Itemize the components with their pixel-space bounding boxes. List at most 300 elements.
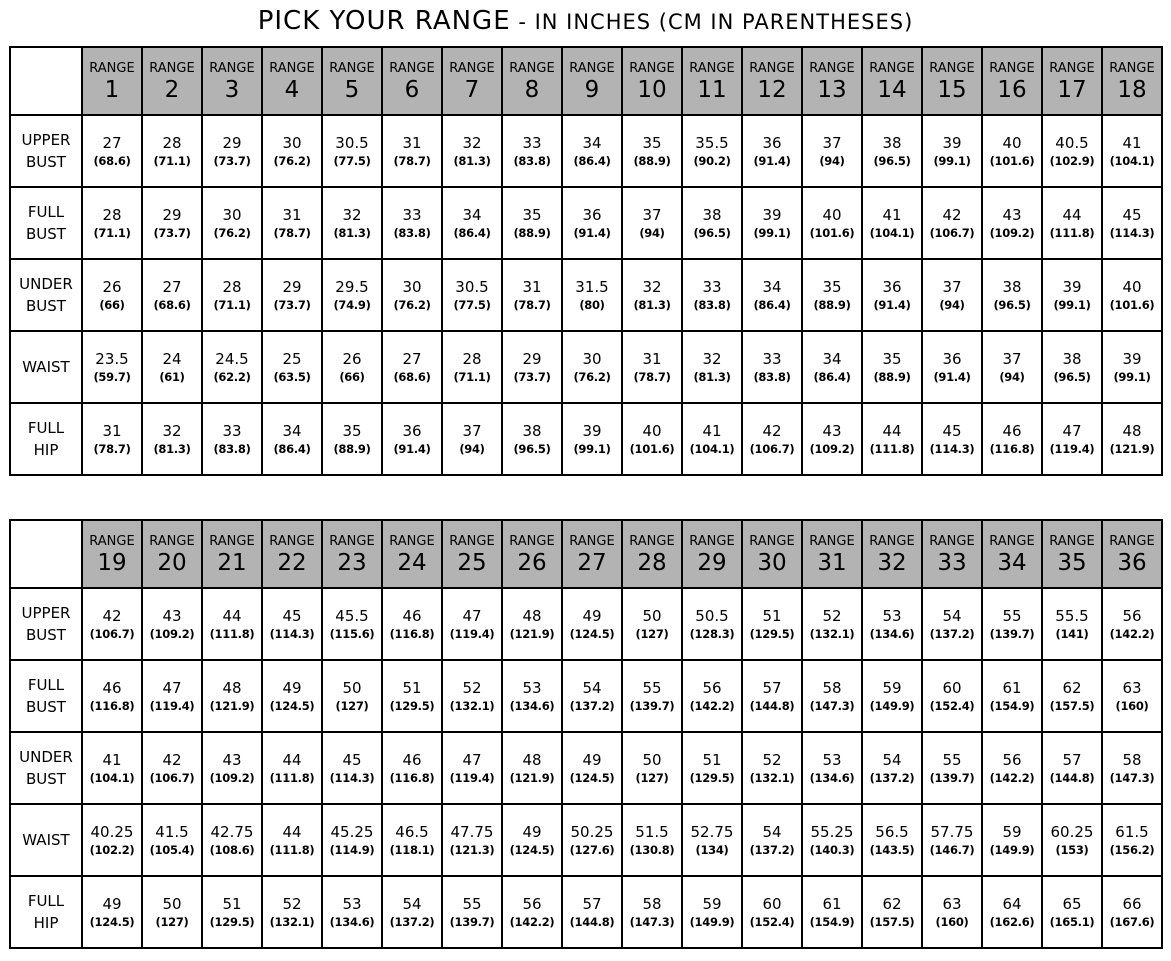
- measurement-cell: [202, 187, 262, 259]
- range-header-word: RANGE: [1049, 61, 1095, 76]
- range-header-number: 10: [637, 77, 667, 103]
- inch-value: 46: [102, 679, 122, 697]
- row-label-text: FULL: [27, 419, 65, 437]
- measurement-cell: [562, 115, 622, 187]
- inch-value: 43: [162, 607, 182, 625]
- inch-value: 33: [402, 206, 422, 224]
- measurement-cell: [1102, 187, 1162, 259]
- cm-value: (71.1): [93, 226, 131, 240]
- cm-value: (167.6): [1109, 915, 1155, 929]
- size-range-table-1: [9, 46, 1163, 476]
- range-header-number: 27: [577, 550, 607, 576]
- inch-value: 36: [762, 134, 782, 152]
- measurement-cell: [442, 876, 502, 948]
- row-label-text: BUST: [26, 297, 66, 315]
- cm-value: (139.7): [449, 915, 495, 929]
- cm-value: (121.9): [509, 771, 555, 785]
- range-header-number: 28: [637, 550, 667, 576]
- measurement-cell: [82, 804, 142, 876]
- cm-value: (143.5): [869, 843, 915, 857]
- measurement-cell: [982, 732, 1042, 804]
- range-header-cell: [82, 47, 142, 115]
- cm-value: (86.4): [753, 298, 791, 312]
- measurement-cell: [682, 876, 742, 948]
- measurement-cell: [742, 876, 802, 948]
- inch-value: 39: [1062, 278, 1082, 296]
- inch-value: 46: [1002, 422, 1022, 440]
- measurement-cell: [82, 732, 142, 804]
- measurement-cell: [322, 403, 382, 475]
- inch-value: 55: [1002, 607, 1022, 625]
- range-header-cell: [742, 520, 802, 588]
- inch-value: 54: [582, 679, 602, 697]
- range-header-cell: [82, 520, 142, 588]
- cm-value: (96.5): [693, 226, 731, 240]
- inch-value: 31: [282, 206, 302, 224]
- measurement-cell: [202, 588, 262, 660]
- measurement-cell: [142, 331, 202, 403]
- cm-value: (76.2): [273, 154, 311, 168]
- range-header-word: RANGE: [569, 61, 615, 76]
- row-label-text: UNDER: [19, 748, 73, 766]
- inch-value: 30: [282, 134, 302, 152]
- cm-value: (146.7): [929, 843, 975, 857]
- inch-value: 52.75: [690, 823, 734, 841]
- inch-value: 47: [1062, 422, 1082, 440]
- range-header-word: RANGE: [809, 534, 855, 549]
- range-header-cell: [382, 520, 442, 588]
- cm-value: (101.6): [629, 442, 675, 456]
- cm-value: (105.4): [149, 843, 195, 857]
- inch-value: 46: [402, 607, 422, 625]
- inch-value: 54: [402, 895, 422, 913]
- cm-value: (128.3): [689, 627, 735, 641]
- range-header-cell: [442, 47, 502, 115]
- inch-value: 53: [522, 679, 542, 697]
- inch-value: 30.5: [455, 278, 489, 296]
- measurement-cell: [442, 588, 502, 660]
- cm-value: (149.9): [989, 843, 1035, 857]
- cm-value: (111.8): [869, 442, 915, 456]
- measurement-cell: [1042, 259, 1102, 331]
- cm-value: (77.5): [453, 298, 491, 312]
- measurement-cell: [922, 187, 982, 259]
- measurement-cell: [1042, 660, 1102, 732]
- measurement-cell: [922, 403, 982, 475]
- range-header-word: RANGE: [269, 534, 315, 549]
- measurement-cell: [982, 660, 1042, 732]
- measurement-cell: [1102, 259, 1162, 331]
- measurement-cell: [322, 804, 382, 876]
- measurement-cell: [982, 403, 1042, 475]
- measurement-cell: [562, 259, 622, 331]
- measurement-cell: [82, 660, 142, 732]
- row-label-cell: [10, 187, 82, 259]
- cm-value: (76.2): [393, 298, 431, 312]
- inch-value: 49: [282, 679, 302, 697]
- measurement-cell: [262, 876, 322, 948]
- cm-value: (91.4): [873, 298, 911, 312]
- cm-value: (132.1): [809, 627, 855, 641]
- inch-value: 33: [762, 350, 782, 368]
- range-header-number: 32: [877, 550, 907, 576]
- measurement-cell: [982, 588, 1042, 660]
- inch-value: 24: [162, 350, 182, 368]
- inch-value: 49: [582, 607, 602, 625]
- cm-value: (88.9): [633, 154, 671, 168]
- inch-value: 54: [942, 607, 962, 625]
- measurement-cell: [322, 259, 382, 331]
- inch-value: 25: [282, 350, 302, 368]
- inch-value: 50.5: [695, 607, 729, 625]
- range-header-cell: [982, 520, 1042, 588]
- inch-value: 37: [642, 206, 662, 224]
- cm-value: (137.2): [869, 771, 915, 785]
- inch-value: 46: [402, 751, 422, 769]
- inch-value: 47: [462, 607, 482, 625]
- cm-value: (94): [639, 226, 665, 240]
- range-header-word: RANGE: [89, 534, 135, 549]
- row-label-text: HIP: [33, 914, 59, 932]
- inch-value: 29: [522, 350, 542, 368]
- inch-value: 40: [1002, 134, 1022, 152]
- range-header-word: RANGE: [869, 534, 915, 549]
- cm-value: (118.1): [389, 843, 435, 857]
- row-label-text: HIP: [33, 441, 59, 459]
- range-header-word: RANGE: [89, 61, 135, 76]
- measurement-cell: [322, 876, 382, 948]
- cm-value: (66): [99, 298, 125, 312]
- cm-value: (96.5): [1053, 370, 1091, 384]
- inch-value: 30.5: [335, 134, 369, 152]
- measurement-cell: [922, 588, 982, 660]
- measurement-cell: [502, 876, 562, 948]
- inch-value: 52: [282, 895, 302, 913]
- inch-value: 41: [702, 422, 722, 440]
- range-header-cell: [622, 47, 682, 115]
- inch-value: 31: [402, 134, 422, 152]
- cm-value: (73.7): [213, 154, 251, 168]
- range-header-number: 17: [1057, 77, 1087, 103]
- cm-value: (129.5): [389, 699, 435, 713]
- inch-value: 64: [1002, 895, 1022, 913]
- cm-value: (154.9): [809, 915, 855, 929]
- cm-value: (99.1): [753, 226, 791, 240]
- range-header-number: 16: [997, 77, 1027, 103]
- cm-value: (99.1): [1053, 298, 1091, 312]
- range-header-word: RANGE: [449, 61, 495, 76]
- cm-value: (140.3): [809, 843, 855, 857]
- inch-value: 29: [282, 278, 302, 296]
- inch-value: 38: [882, 134, 902, 152]
- inch-value: 44: [1062, 206, 1082, 224]
- cm-value: (129.5): [209, 915, 255, 929]
- row-label-text: WAIST: [22, 831, 70, 849]
- row-label-cell: [10, 588, 82, 660]
- range-header-cell: [202, 520, 262, 588]
- row-label-text: BUST: [26, 770, 66, 788]
- measurement-cell: [82, 331, 142, 403]
- range-header-number: 36: [1117, 550, 1147, 576]
- cm-value: (144.8): [1049, 771, 1095, 785]
- measurement-cell: [502, 259, 562, 331]
- measurement-cell: [682, 660, 742, 732]
- cm-value: (129.5): [749, 627, 795, 641]
- row-label-cell: [10, 259, 82, 331]
- cm-value: (109.2): [149, 627, 195, 641]
- measurement-cell: [982, 187, 1042, 259]
- cm-value: (144.8): [569, 915, 615, 929]
- range-header-number: 22: [277, 550, 307, 576]
- cm-value: (116.8): [389, 627, 435, 641]
- range-header-word: RANGE: [1109, 534, 1155, 549]
- measurement-cell: [382, 115, 442, 187]
- inch-value: 50: [342, 679, 362, 697]
- measurement-cell: [682, 804, 742, 876]
- measurement-cell: [622, 732, 682, 804]
- cm-value: (81.3): [453, 154, 491, 168]
- measurement-cell: [922, 804, 982, 876]
- measurement-cell: [262, 331, 322, 403]
- cm-value: (116.8): [989, 442, 1035, 456]
- measurement-cell: [202, 331, 262, 403]
- range-header-cell: [682, 520, 742, 588]
- cm-value: (127): [635, 627, 669, 641]
- inch-value: 41: [882, 206, 902, 224]
- inch-value: 58: [822, 679, 842, 697]
- cm-value: (114.3): [329, 771, 375, 785]
- measurement-cell: [142, 115, 202, 187]
- inch-value: 45: [342, 751, 362, 769]
- measurement-cell: [82, 259, 142, 331]
- cm-value: (124.5): [569, 771, 615, 785]
- inch-value: 48: [1122, 422, 1142, 440]
- table-header-row: [10, 520, 1162, 588]
- measurement-cell: [262, 187, 322, 259]
- inch-value: 42: [942, 206, 962, 224]
- range-header-number: 23: [337, 550, 367, 576]
- measurement-cell: [142, 259, 202, 331]
- measurement-cell: [622, 187, 682, 259]
- inch-value: 36: [402, 422, 422, 440]
- cm-value: (80): [579, 298, 605, 312]
- cm-value: (73.7): [513, 370, 551, 384]
- cm-value: (124.5): [509, 843, 555, 857]
- measurement-cell: [142, 804, 202, 876]
- cm-value: (114.3): [929, 442, 975, 456]
- inch-value: 29: [222, 134, 242, 152]
- cm-value: (77.5): [333, 154, 371, 168]
- inch-value: 52: [762, 751, 782, 769]
- range-header-cell: [322, 520, 382, 588]
- measurement-cell: [442, 804, 502, 876]
- inch-value: 30: [582, 350, 602, 368]
- range-header-cell: [142, 47, 202, 115]
- inch-value: 35: [642, 134, 662, 152]
- measurement-cell: [742, 331, 802, 403]
- measurement-cell: [502, 403, 562, 475]
- range-header-number: 34: [997, 550, 1027, 576]
- range-header-cell: [1042, 520, 1102, 588]
- cm-value: (121.3): [449, 843, 495, 857]
- range-header-cell: [322, 47, 382, 115]
- table-row: [10, 331, 1162, 403]
- range-header-word: RANGE: [149, 61, 195, 76]
- row-label-text: UPPER: [21, 604, 71, 622]
- cm-value: (142.2): [1109, 627, 1155, 641]
- table-row: [10, 804, 1162, 876]
- cm-value: (142.2): [989, 771, 1035, 785]
- cm-value: (127): [335, 699, 369, 713]
- range-header-cell: [622, 520, 682, 588]
- measurement-cell: [502, 804, 562, 876]
- cm-value: (81.3): [153, 442, 191, 456]
- inch-value: 46.5: [395, 823, 429, 841]
- inch-value: 41: [1122, 134, 1142, 152]
- measurement-cell: [382, 732, 442, 804]
- row-label-cell: [10, 331, 82, 403]
- row-label-cell: [10, 804, 82, 876]
- cm-value: (116.8): [89, 699, 135, 713]
- measurement-cell: [742, 259, 802, 331]
- measurement-cell: [1042, 331, 1102, 403]
- range-header-cell: [262, 520, 322, 588]
- range-header-number: 30: [757, 550, 787, 576]
- inch-value: 49: [102, 895, 122, 913]
- range-header-cell: [382, 47, 442, 115]
- range-header-cell: [682, 47, 742, 115]
- inch-value: 45: [282, 607, 302, 625]
- inch-value: 31: [522, 278, 542, 296]
- range-header-cell: [1102, 47, 1162, 115]
- measurement-cell: [262, 804, 322, 876]
- measurement-cell: [1042, 187, 1102, 259]
- cm-value: (147.3): [629, 915, 675, 929]
- range-header-word: RANGE: [869, 61, 915, 76]
- page-title: [0, 6, 1171, 36]
- measurement-cell: [862, 804, 922, 876]
- cm-value: (139.7): [929, 771, 975, 785]
- cm-value: (127): [635, 771, 669, 785]
- inch-value: 38: [522, 422, 542, 440]
- table-row: [10, 876, 1162, 948]
- cm-value: (106.7): [89, 627, 135, 641]
- row-label-cell: [10, 115, 82, 187]
- measurement-cell: [262, 588, 322, 660]
- inch-value: 61: [822, 895, 842, 913]
- cm-value: (139.7): [629, 699, 675, 713]
- measurement-cell: [622, 115, 682, 187]
- measurement-cell: [922, 115, 982, 187]
- measurement-cell: [982, 115, 1042, 187]
- cm-value: (119.4): [449, 771, 495, 785]
- cm-value: (61): [159, 370, 185, 384]
- measurement-cell: [802, 403, 862, 475]
- measurement-cell: [202, 804, 262, 876]
- inch-value: 53: [822, 751, 842, 769]
- inch-value: 59: [1002, 823, 1022, 841]
- cm-value: (111.8): [1049, 226, 1095, 240]
- inch-value: 54: [762, 823, 782, 841]
- inch-value: 44: [222, 607, 242, 625]
- inch-value: 24.5: [215, 350, 249, 368]
- range-header-word: RANGE: [989, 534, 1035, 549]
- cm-value: (153): [1055, 843, 1089, 857]
- range-header-cell: [982, 47, 1042, 115]
- range-header-number: 26: [517, 550, 547, 576]
- range-header-number: 1: [104, 77, 120, 103]
- inch-value: 61: [1002, 679, 1022, 697]
- cm-value: (119.4): [449, 627, 495, 641]
- measurement-cell: [1102, 876, 1162, 948]
- range-header-cell: [202, 47, 262, 115]
- cm-value: (102.9): [1049, 154, 1095, 168]
- cm-value: (83.8): [393, 226, 431, 240]
- cm-value: (134.6): [509, 699, 555, 713]
- cm-value: (101.6): [989, 154, 1035, 168]
- inch-value: 63: [942, 895, 962, 913]
- inch-value: 31.5: [575, 278, 609, 296]
- cm-value: (71.1): [453, 370, 491, 384]
- measurement-cell: [382, 187, 442, 259]
- range-header-number: 5: [344, 77, 360, 103]
- cm-value: (101.6): [1109, 298, 1155, 312]
- cm-value: (91.4): [933, 370, 971, 384]
- range-header-number: 11: [697, 77, 727, 103]
- cm-value: (99.1): [1113, 370, 1151, 384]
- measurement-cell: [142, 732, 202, 804]
- inch-value: 35: [822, 278, 842, 296]
- range-header-number: 35: [1057, 550, 1087, 576]
- inch-value: 53: [342, 895, 362, 913]
- inch-value: 54: [882, 751, 902, 769]
- cm-value: (94): [999, 370, 1025, 384]
- cm-value: (129.5): [689, 771, 735, 785]
- inch-value: 27: [402, 350, 422, 368]
- cm-value: (109.2): [989, 226, 1035, 240]
- inch-value: 35: [342, 422, 362, 440]
- cm-value: (157.5): [869, 915, 915, 929]
- range-header-cell: [922, 47, 982, 115]
- row-label-text: UNDER: [19, 275, 73, 293]
- range-header-cell: [502, 47, 562, 115]
- cm-value: (142.2): [509, 915, 555, 929]
- range-header-number: 19: [97, 550, 127, 576]
- inch-value: 37: [942, 278, 962, 296]
- cm-value: (119.4): [149, 699, 195, 713]
- row-label-text: WAIST: [22, 358, 70, 376]
- title-sub: - IN INCHES (CM IN PARENTHESES): [510, 10, 914, 34]
- range-header-cell: [742, 47, 802, 115]
- cm-value: (114.3): [269, 627, 315, 641]
- measurement-cell: [382, 403, 442, 475]
- cm-value: (86.4): [573, 154, 611, 168]
- cm-value: (86.4): [273, 442, 311, 456]
- inch-value: 38: [1002, 278, 1022, 296]
- row-label-text: BUST: [26, 698, 66, 716]
- cm-value: (66): [339, 370, 365, 384]
- cm-value: (90.2): [693, 154, 731, 168]
- range-header-word: RANGE: [1049, 534, 1095, 549]
- measurement-cell: [262, 732, 322, 804]
- measurement-cell: [322, 660, 382, 732]
- measurement-cell: [862, 259, 922, 331]
- measurement-cell: [562, 187, 622, 259]
- cm-value: (130.8): [629, 843, 675, 857]
- measurement-cell: [502, 732, 562, 804]
- range-header-word: RANGE: [1109, 61, 1155, 76]
- cm-value: (88.9): [333, 442, 371, 456]
